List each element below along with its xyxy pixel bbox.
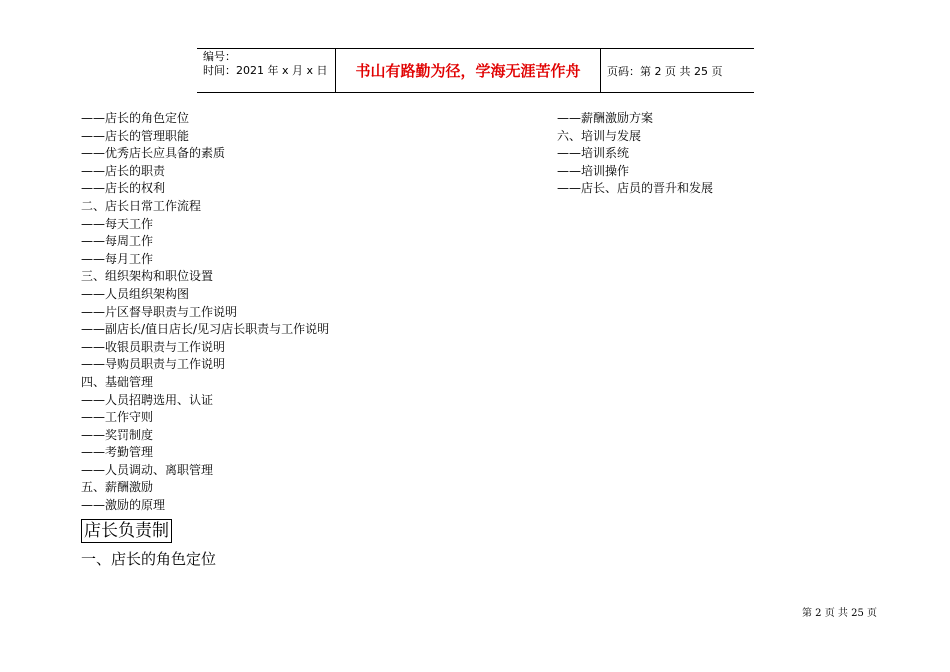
page-footer: 第 2 页 共 25 页 bbox=[802, 608, 877, 619]
toc-item: ——培训操作 bbox=[557, 163, 630, 178]
toc-left-column bbox=[81, 110, 329, 515]
number-label: 编号： bbox=[203, 50, 236, 63]
toc-item: ——薪酬激励方案 bbox=[557, 111, 654, 125]
toc-item: ——激励的原理 bbox=[81, 498, 166, 513]
toc-item: ——每月工作 bbox=[81, 251, 154, 266]
toc-item: ——店长的角色定位 bbox=[81, 111, 190, 125]
toc-item: ——导购员职责与工作说明 bbox=[81, 357, 226, 372]
toc-item: ——人员招聘选用、认证 bbox=[81, 392, 214, 407]
toc-item: ——人员组织架构图 bbox=[81, 286, 190, 301]
document-title: 店长负责制 bbox=[81, 519, 172, 543]
toc-item: 四、基础管理 bbox=[81, 374, 154, 389]
page-header bbox=[197, 48, 754, 93]
toc-item: ——奖罚制度 bbox=[81, 427, 154, 442]
toc-item: 六、培训与发展 bbox=[557, 128, 642, 143]
section-title: 一、店长的角色定位 bbox=[81, 550, 217, 568]
toc-item: ——每周工作 bbox=[81, 234, 154, 249]
toc-item: ——培训系统 bbox=[557, 146, 630, 161]
toc-item: ——人员调动、离职管理 bbox=[81, 462, 214, 477]
toc-item: ——副店长/值日店长/见习店长职责与工作说明 bbox=[81, 322, 330, 337]
toc-item: 三、组织架构和职位设置 bbox=[81, 269, 214, 284]
toc-item: ——考勤管理 bbox=[81, 445, 154, 460]
toc-right-column bbox=[557, 110, 713, 198]
toc-item: ——优秀店长应具备的素质 bbox=[81, 146, 226, 161]
header-meta bbox=[197, 49, 336, 92]
toc-item: ——店长的职责 bbox=[81, 163, 166, 178]
toc-item: ——店长的权利 bbox=[81, 181, 166, 196]
toc-item: ——工作守则 bbox=[81, 410, 154, 425]
toc-item: 五、薪酬激励 bbox=[81, 480, 154, 495]
toc-item: ——片区督导职责与工作说明 bbox=[81, 304, 238, 319]
toc-item: ——店长的管理职能 bbox=[81, 128, 190, 143]
toc-item: ——店长、店员的晋升和发展 bbox=[557, 181, 714, 196]
header-slogan: 书山有路勤为径，学海无涯苦作舟 bbox=[336, 49, 601, 92]
date-label: 时间：2021 年 x 月 x 日 bbox=[203, 64, 328, 77]
toc-item: 二、店长日常工作流程 bbox=[81, 198, 202, 213]
toc-item: ——每天工作 bbox=[81, 216, 154, 231]
header-page-label: 页码：第 2 页 共 25 页 bbox=[607, 64, 723, 78]
toc-item: ——收银员职责与工作说明 bbox=[81, 339, 226, 354]
